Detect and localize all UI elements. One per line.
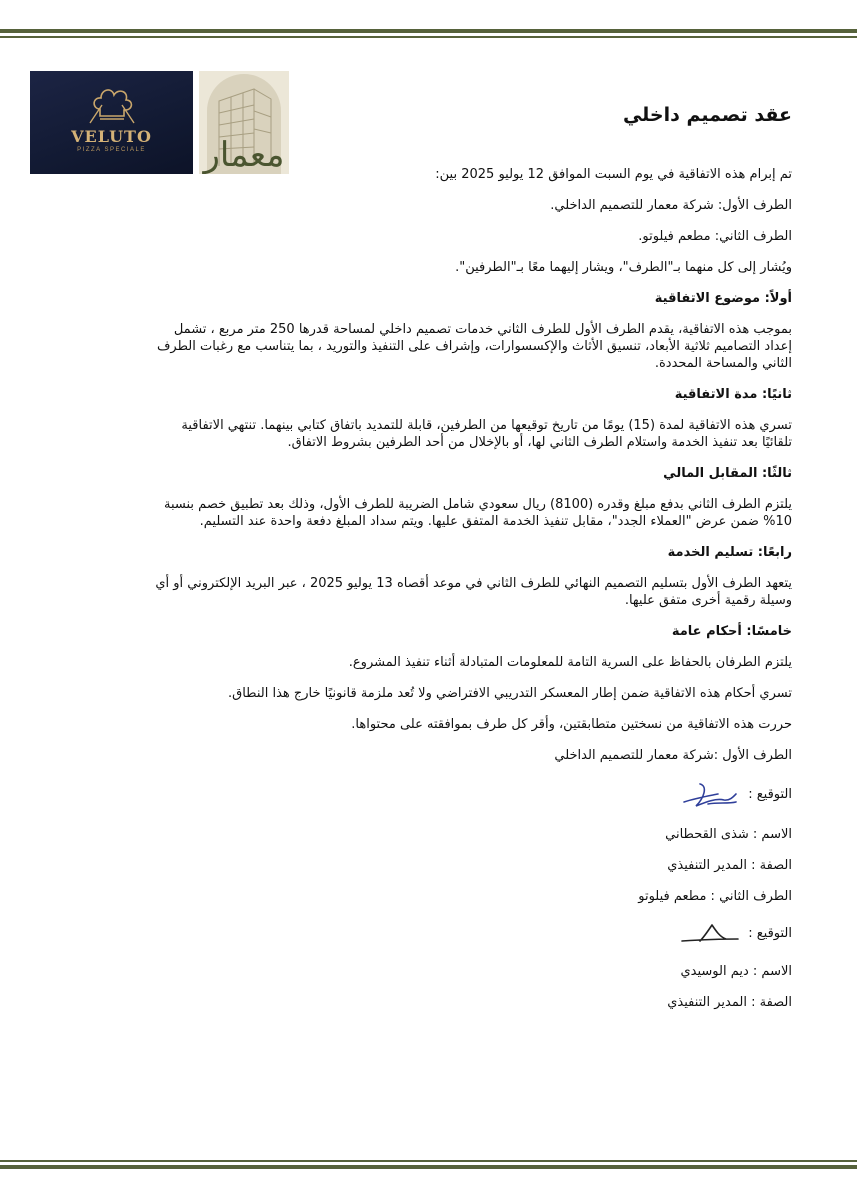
- section-heading-duration: ثانيًا: مدة الاتفاقية: [674, 386, 792, 402]
- chef-hat-icon: [82, 83, 142, 127]
- party2-signature-label: التوقيع :: [748, 926, 792, 942]
- party1-signer-name: الاسم : شذى القحطاني: [665, 826, 792, 842]
- veluto-logo-subtitle: PIZZA SPECIALE: [77, 147, 146, 153]
- party1-signer-role: الصفة : المدير التنفيذي: [667, 857, 792, 873]
- veluto-logo-name: VELUTO: [71, 127, 152, 146]
- mimar-logo-name: معمار: [203, 135, 285, 174]
- party1-signature-label: التوقيع :: [748, 787, 792, 803]
- intro-party2: الطرف الثاني: مطعم فيلوتو.: [638, 228, 792, 244]
- section-heading-subject: أولاً: موضوع الاتفاقية: [654, 290, 792, 306]
- section-body-duration: تسري هذه الاتفاقية لمدة (15) يومًا من تاريخ توقيعها من الطرفين، قابلة للتمديد باتفاق كتابي بينهما. تنتهي الاتفاقية تلقائيًا بعد تنفيذ الخدمة واستلام الطرف الثاني لها، أو بالإخلال من أحد الطرفين بشروط الاتفاق.: [181, 417, 792, 450]
- party1-signature-row: [152, 778, 792, 812]
- general-clause-copies: حررت هذه الاتفاقية من نسختين متطابقتين، وأقر كل طرف بموافقته على محتواها.: [351, 716, 792, 732]
- party2-signer-role: الصفة : المدير التنفيذي: [667, 994, 792, 1010]
- party2-signature-title: الطرف الثاني : مطعم فيلوتو: [638, 888, 792, 904]
- intro-reference: ويُشار إلى كل منهما بـ"الطرف"، ويشار إليهما معًا بـ"الطرفين".: [455, 259, 792, 275]
- party1-signature-mark: [678, 778, 742, 812]
- bottom-border-rule: [0, 1160, 857, 1169]
- intro-party1: الطرف الأول: شركة معمار للتصميم الداخلي.: [550, 197, 792, 213]
- section-heading-payment: ثالثًا: المقابل المالي: [663, 465, 792, 481]
- section-body-delivery: يتعهد الطرف الأول بتسليم التصميم النهائي للطرف الثاني في موعد أقصاه 13 يوليو 2025 ، عبر البريد الإلكتروني أو أي وسيلة رقمية أخرى متفق عليها.: [155, 575, 792, 608]
- section-body-subject: بموجب هذه الاتفاقية، يقدم الطرف الأول للطرف الثاني خدمات تصميم داخلي لمساحة قدرها 250 متر مربع ، تشمل إعداد التصاميم ثلاثية الأبعاد، تنسيق الأثاث والإكسسوارات، وإشراف على التنفيذ والتوريد ، بما يتناسب مع رغبات الطرف الثاني والمساحة المحددة.: [156, 321, 792, 371]
- top-border-rule: [0, 29, 857, 38]
- contract-title: عقد تصميم داخلي: [622, 104, 792, 126]
- intro-line: تم إبرام هذه الاتفاقية في يوم السبت الموافق 12 يوليو 2025 بين:: [435, 166, 792, 182]
- general-clause-confidentiality: يلتزم الطرفان بالحفاظ على السرية التامة للمعلومات المتبادلة أثناء تنفيذ المشروع.: [348, 654, 792, 670]
- party2-signer-name: الاسم : ديم الوسيدي: [680, 963, 792, 979]
- party1-signature-title: الطرف الأول :شركة معمار للتصميم الداخلي: [554, 747, 792, 763]
- general-clause-scope: تسري أحكام هذه الاتفاقية ضمن إطار المعسكر التدريبي الافتراضي ولا تُعد ملزمة قانونيًا خارج هذا النطاق.: [227, 685, 792, 701]
- contract-document: [152, 103, 792, 1025]
- party2-signature-mark: [678, 919, 742, 949]
- section-body-payment: يلتزم الطرف الثاني بدفع مبلغ وقدره (8100) ريال سعودي شامل الضريبة للطرف الأول، وذلك بعد تطبيق خصم بنسبة 10% ضمن عرض "العملاء الجدد"، مقابل تنفيذ الخدمة المتفق عليها. ويتم سداد المبلغ دفعة واحدة عند التسليم.: [164, 496, 792, 529]
- section-heading-general: خامسًا: أحكام عامة: [671, 623, 792, 639]
- section-heading-delivery: رابعًا: تسليم الخدمة: [667, 544, 792, 560]
- party2-signature-row: [152, 919, 792, 949]
